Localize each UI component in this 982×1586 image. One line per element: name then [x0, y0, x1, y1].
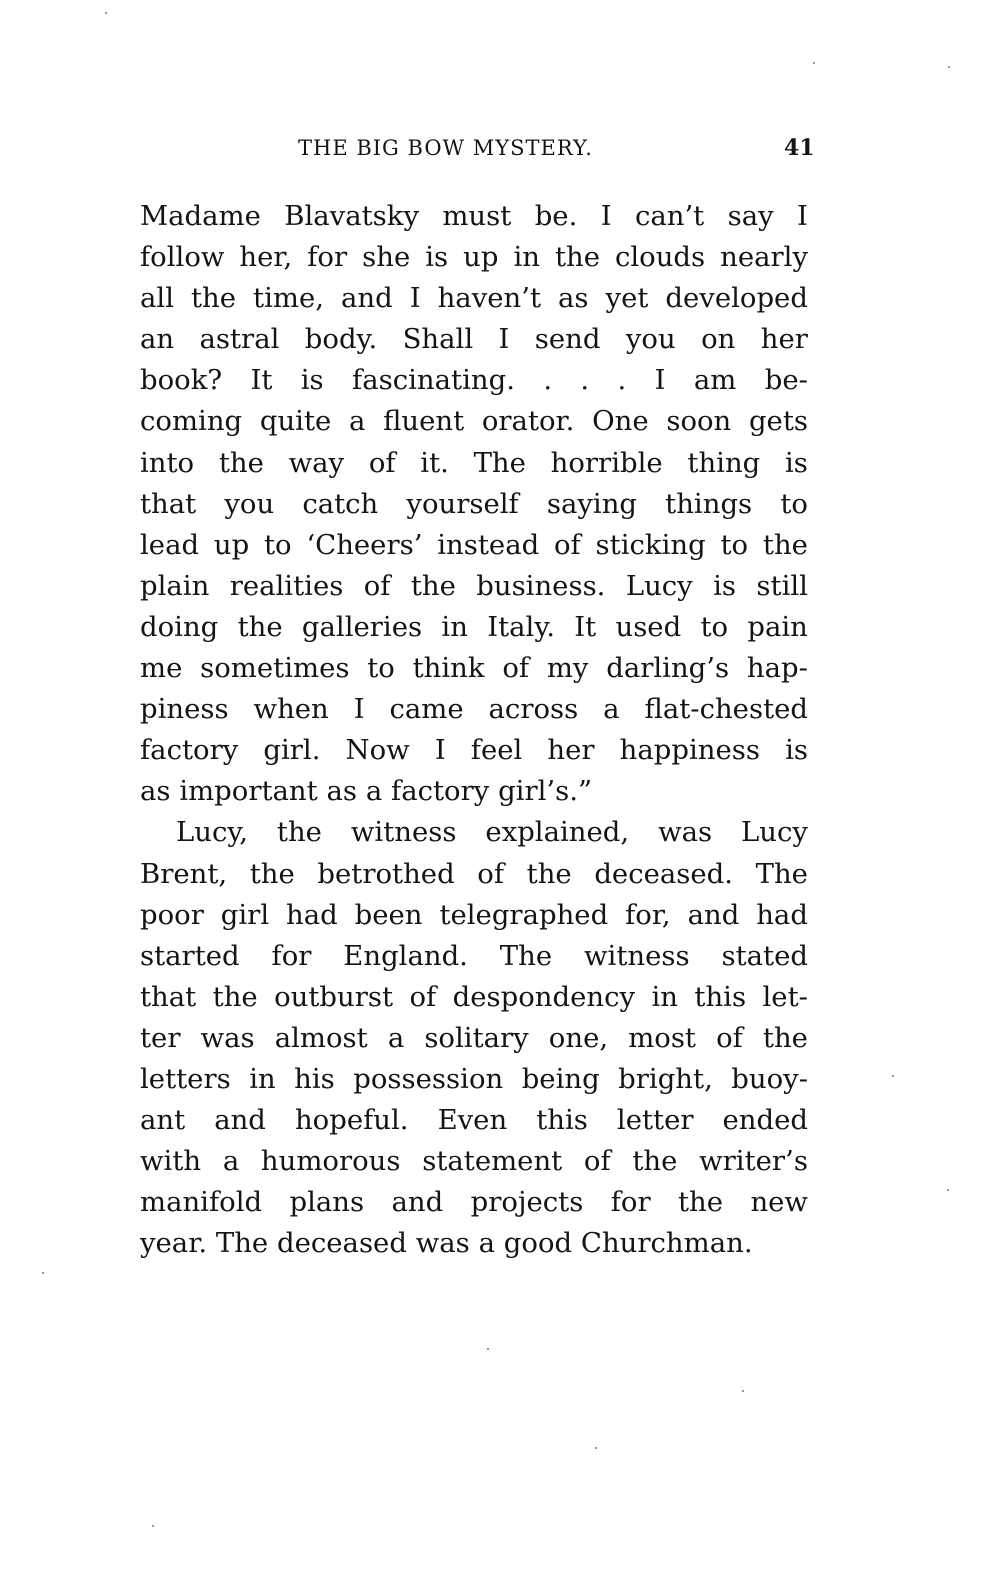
word: as — [558, 282, 589, 315]
word: an — [140, 323, 175, 356]
word: I — [797, 200, 808, 232]
text-line — [140, 812, 808, 853]
word: letters — [140, 1062, 231, 1095]
word: despondency — [452, 980, 636, 1013]
word: clouds — [614, 241, 706, 274]
word: that — [140, 980, 197, 1013]
word: buoy- — [731, 1062, 808, 1095]
word: to — [264, 528, 292, 561]
word: the — [526, 857, 572, 890]
text-line — [140, 689, 808, 730]
word: send — [534, 323, 601, 356]
word: witness — [350, 816, 457, 849]
word: still — [756, 569, 808, 602]
word: up — [213, 528, 250, 561]
word: feel — [470, 734, 523, 767]
word: girl — [220, 898, 270, 931]
body-text — [140, 196, 808, 1264]
word: my — [546, 652, 589, 685]
word: Blavatsky — [284, 200, 419, 232]
word: yourself — [406, 487, 519, 520]
word: astral — [199, 323, 280, 356]
word: the — [191, 282, 237, 315]
word: this — [536, 1104, 588, 1137]
word: as — [326, 775, 358, 808]
word: deceased — [277, 1227, 407, 1260]
word: sticking — [595, 528, 706, 561]
word: new — [750, 1186, 808, 1219]
word: to — [367, 652, 395, 685]
word: the — [678, 1186, 724, 1219]
word: yet — [605, 282, 649, 315]
word: started — [140, 939, 240, 972]
word: it. — [420, 446, 449, 479]
word: with — [140, 1145, 202, 1178]
word: across — [488, 693, 579, 726]
word: orator. — [481, 405, 575, 438]
word: projects — [470, 1186, 584, 1219]
word: Brent, — [140, 857, 228, 890]
word: his — [294, 1062, 335, 1095]
word: good — [503, 1227, 573, 1260]
word: body. — [304, 323, 378, 356]
word: let- — [762, 980, 808, 1013]
word: witness — [584, 939, 690, 972]
word: and — [687, 898, 740, 931]
text-line — [140, 1100, 808, 1141]
word: of — [554, 528, 581, 561]
word: ter — [140, 1021, 181, 1054]
text-line — [140, 977, 808, 1018]
word: Churchman. — [580, 1227, 753, 1260]
word: on — [701, 323, 736, 356]
word: hopeful. — [294, 1104, 409, 1137]
word: fluent — [383, 405, 465, 438]
word: outburst — [274, 980, 394, 1013]
scan-speck — [892, 1075, 894, 1077]
word: I — [434, 734, 446, 767]
word: girl. — [263, 734, 321, 767]
word: piness — [140, 693, 229, 726]
word: realities — [229, 569, 344, 602]
word: the — [410, 569, 456, 602]
word: I — [353, 693, 365, 726]
text-line — [140, 1141, 808, 1182]
word: to — [720, 528, 749, 561]
word: lead — [140, 528, 200, 561]
word: letter — [616, 1104, 694, 1137]
word: gets — [748, 405, 808, 438]
word: haven’t — [437, 282, 542, 315]
word: ‘Cheers’ — [306, 528, 423, 561]
scan-speck — [152, 1525, 154, 1527]
word: of — [502, 652, 530, 685]
text-line — [140, 895, 808, 936]
text-line — [140, 278, 808, 319]
page-number: 41 — [784, 135, 815, 161]
text-line — [140, 1223, 808, 1264]
word: Shall — [402, 323, 474, 356]
word: in — [513, 241, 540, 274]
word: is — [785, 734, 808, 767]
word: when — [253, 693, 329, 726]
word: Even — [437, 1104, 508, 1137]
word: manifold — [140, 1186, 263, 1219]
word: It — [250, 364, 273, 397]
text-line — [140, 484, 808, 525]
word: I — [600, 200, 612, 232]
scan-speck — [42, 1272, 44, 1274]
text-line — [140, 319, 808, 360]
word: this — [694, 980, 747, 1013]
word: time, — [253, 282, 324, 315]
word: possession — [353, 1062, 504, 1095]
word: statement — [422, 1145, 563, 1178]
text-line — [140, 607, 808, 648]
word: factory — [140, 734, 239, 767]
word: a — [222, 1145, 240, 1178]
word: was — [658, 816, 713, 849]
word: must — [442, 200, 512, 232]
word: Madame — [140, 200, 261, 232]
word: fascinating. — [352, 364, 515, 397]
word: humorous — [260, 1145, 401, 1178]
word: the — [218, 446, 264, 479]
word: the — [237, 610, 283, 643]
word: book? — [140, 364, 223, 397]
word: solitary — [424, 1021, 529, 1054]
word: explained, — [485, 816, 630, 849]
word: ended — [722, 1104, 808, 1137]
scan-speck — [105, 12, 107, 14]
word: is — [713, 569, 737, 602]
word: Now — [345, 734, 410, 767]
word: horrible — [550, 446, 663, 479]
word: . — [543, 364, 553, 397]
word: nearly — [720, 241, 808, 274]
word: thing — [687, 446, 761, 479]
word: darling’s — [606, 652, 730, 685]
word: came — [389, 693, 464, 726]
scan-speck — [947, 1189, 949, 1191]
scan-speck — [487, 1348, 489, 1350]
word: follow — [140, 241, 225, 274]
word: and — [391, 1186, 444, 1219]
word: be- — [764, 364, 808, 397]
word: a — [348, 405, 366, 438]
word: all — [140, 282, 174, 315]
word: important — [179, 775, 318, 808]
word: The — [473, 446, 526, 479]
word: her — [760, 323, 808, 356]
word: writer’s — [699, 1145, 808, 1178]
word: way — [288, 446, 345, 479]
word: in — [249, 1062, 276, 1095]
word: Lucy — [625, 569, 693, 602]
word: had — [286, 898, 338, 931]
word: used — [615, 610, 682, 643]
word: catch — [302, 487, 379, 520]
word: me — [140, 652, 183, 685]
word: into — [140, 446, 195, 479]
running-title: THE BIG BOW MYSTERY. — [298, 136, 593, 160]
word: a — [603, 693, 620, 726]
text-line — [140, 936, 808, 977]
word: betrothed — [317, 857, 455, 890]
word: business. — [476, 569, 606, 602]
word: for — [610, 1186, 651, 1219]
text-line — [140, 237, 808, 278]
word: for, — [625, 898, 671, 931]
word: One — [592, 405, 649, 438]
word: the — [762, 1021, 808, 1054]
word: things — [665, 487, 753, 520]
text-line — [140, 525, 808, 566]
text-line — [140, 1059, 808, 1100]
word: doing — [140, 610, 219, 643]
word: that — [140, 487, 197, 520]
word: The — [215, 1227, 269, 1260]
word: saying — [546, 487, 638, 520]
scan-speck — [742, 1390, 744, 1392]
word: poor — [140, 898, 204, 931]
word: England. — [343, 939, 468, 972]
text-line — [140, 730, 808, 771]
word: developed — [665, 282, 808, 315]
word: was — [200, 1021, 255, 1054]
word: girl’s.” — [498, 775, 593, 808]
word: hap- — [746, 652, 808, 685]
word: is — [425, 241, 449, 274]
word: was — [415, 1227, 470, 1260]
word: in — [441, 610, 468, 643]
word: I — [409, 282, 421, 315]
word: am — [693, 364, 737, 397]
text-line — [140, 443, 808, 484]
text-line — [140, 196, 808, 237]
word: for — [307, 241, 348, 274]
word: can’t — [634, 200, 705, 232]
word: be. — [534, 200, 578, 232]
word: I — [498, 323, 510, 356]
word: of — [716, 1021, 743, 1054]
word: coming — [140, 405, 243, 438]
word: her — [547, 734, 595, 767]
word: bright, — [618, 1062, 713, 1095]
word: up — [463, 241, 499, 274]
word: is — [300, 364, 324, 397]
word: most — [628, 1021, 696, 1054]
word: plain — [140, 569, 210, 602]
word: you — [224, 487, 275, 520]
word: The — [755, 857, 808, 890]
word: Italy. — [487, 610, 555, 643]
word: . — [617, 364, 627, 397]
text-line — [140, 566, 808, 607]
word: year. — [140, 1227, 208, 1260]
word: for — [271, 939, 312, 972]
text-line — [140, 648, 808, 689]
word: . — [580, 364, 590, 397]
word: the — [249, 857, 295, 890]
word: almost — [274, 1021, 368, 1054]
word: and — [214, 1104, 266, 1137]
word: sometimes — [200, 652, 350, 685]
word: quite — [259, 405, 332, 438]
word: her, — [239, 241, 293, 274]
text-line — [140, 401, 808, 442]
word: plans — [289, 1186, 365, 1219]
text-line — [140, 1182, 808, 1223]
word: being — [521, 1062, 600, 1095]
word: flat-chested — [644, 693, 808, 726]
word: been — [354, 898, 423, 931]
word: a — [365, 775, 383, 808]
word: stated — [721, 939, 808, 972]
word: as — [140, 775, 171, 808]
text-line — [140, 771, 808, 812]
word: ant — [140, 1104, 186, 1137]
text-line — [140, 854, 808, 895]
word: the — [762, 528, 808, 561]
word: a — [387, 1021, 405, 1054]
word: is — [784, 446, 808, 479]
scan-speck — [813, 62, 815, 64]
word: one, — [548, 1021, 609, 1054]
text-line — [140, 360, 808, 401]
word: The — [499, 939, 553, 972]
word: soon — [666, 405, 732, 438]
word: to — [700, 610, 729, 643]
word: think — [412, 652, 485, 685]
word: the — [276, 816, 322, 849]
scan-speck — [595, 1447, 597, 1449]
word: pain — [747, 610, 808, 643]
word: Lucy, — [176, 816, 248, 849]
word: had — [756, 898, 808, 931]
word: she — [362, 241, 411, 274]
word: the — [554, 241, 600, 274]
word: a — [478, 1227, 495, 1260]
word: instead — [437, 528, 540, 561]
word: deceased. — [594, 857, 733, 890]
word: in — [651, 980, 678, 1013]
scan-speck — [948, 66, 950, 68]
word: say — [727, 200, 774, 232]
word: to — [780, 487, 808, 520]
word: of — [368, 446, 396, 479]
word: Lucy — [741, 816, 808, 849]
word: It — [574, 610, 597, 643]
text-line — [140, 1018, 808, 1059]
word: of — [409, 980, 437, 1013]
word: factory — [391, 775, 490, 808]
word: the — [632, 1145, 678, 1178]
word: the — [212, 980, 258, 1013]
word: of — [583, 1145, 611, 1178]
word: galleries — [301, 610, 423, 643]
word: happiness — [619, 734, 760, 767]
word: I — [654, 364, 666, 397]
word: of — [363, 569, 391, 602]
word: of — [477, 857, 505, 890]
word: telegraphed — [439, 898, 609, 931]
word: and — [341, 282, 393, 315]
word: you — [625, 323, 676, 356]
